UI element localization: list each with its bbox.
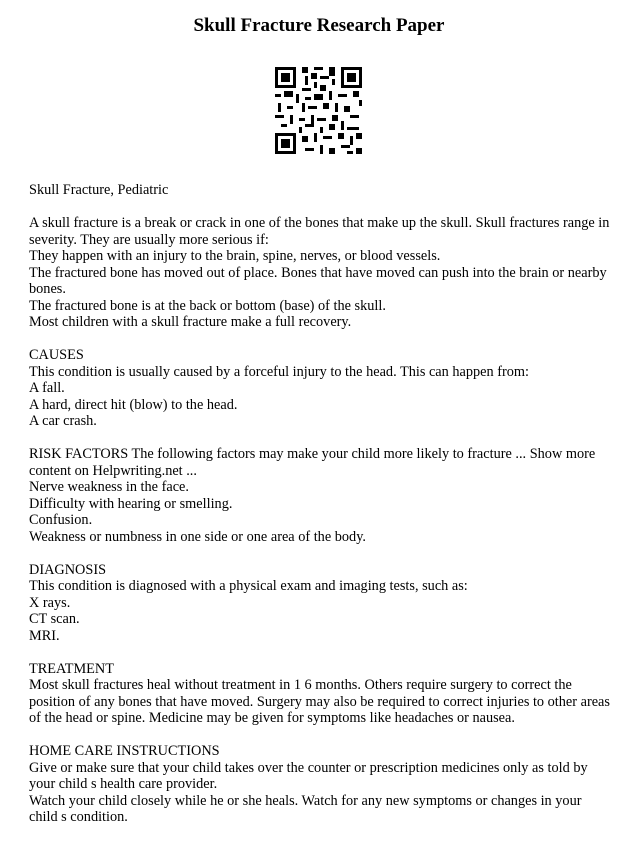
diagnosis-line: MRI.: [29, 627, 60, 644]
risk-factors-line: Difficulty with hearing or smelling.: [29, 495, 233, 512]
overview-line: They happen with an injury to the brain, spine, nerves, or blood vessels.: [29, 248, 441, 264]
overview-line: The fractured bone is at the back or bottom (base) of the skull.: [29, 297, 386, 314]
risk-factors-paragraph: RISK FACTORS The following factors may make your child more likely to fracture ... Show more content on Helpwriting.net ...: [29, 446, 596, 479]
home-care-block: [29, 743, 611, 826]
home-care-paragraph: Watch your child closely while he or she heals. Watch for any new symptoms or changes in your child s condition.: [29, 792, 582, 825]
diagnosis-line: X rays.: [29, 594, 71, 611]
diagnosis-paragraph: This condition is diagnosed with a physical exam and imaging tests, such as:: [29, 578, 468, 594]
subtitle: Skull Fracture, Pediatric: [29, 182, 169, 198]
overview-line: The fractured bone has moved out of place. Bones that have moved can push into the brain or nearby bones.: [29, 264, 607, 297]
risk-factors-line: Confusion.: [29, 512, 93, 528]
risk-factors-line: Nerve weakness in the face.: [29, 479, 189, 495]
treatment-paragraph: Most skull fractures heal without treatment in 1 6 months. Others require surgery to correct the position of any bones that have moved. Surgery may also be required to correct injuries to other areas of the head or spine. Medicine may be given for symptoms like headaches or nausea.: [29, 677, 610, 726]
causes-paragraph: This condition is usually caused by a forceful injury to the head. This can happen from:: [29, 363, 529, 380]
diagnosis-block: [29, 562, 611, 645]
page-title: Skull Fracture Research Paper: [193, 15, 445, 36]
overview-block: [29, 215, 611, 331]
home-care-paragraph: Give or make sure that your child takes over the counter or prescription medicines only as told by your child s health care provider.: [29, 759, 588, 792]
overview-paragraph: A skull fracture is a break or crack in one of the bones that make up the skull. Skull fractures range in severity. They are usually more serious if:: [29, 215, 610, 248]
treatment-block: [29, 661, 611, 727]
risk-factors-line: Weakness or numbness in one side or one area of the body.: [29, 528, 366, 545]
causes-line: A hard, direct hit (blow) to the head.: [29, 396, 238, 413]
diagnosis-line: CT scan.: [29, 611, 80, 627]
section-heading-treatment: TREATMENT: [29, 660, 114, 677]
section-heading-diagnosis: DIAGNOSIS: [29, 561, 107, 578]
qr-code: [272, 64, 365, 157]
section-heading-home-care: HOME CARE INSTRUCTIONS: [29, 743, 220, 759]
document-body: [29, 182, 611, 842]
causes-line: A fall.: [29, 380, 65, 396]
overview-line: Most children with a skull fracture make a full recovery.: [29, 314, 352, 330]
section-heading-causes: CAUSES: [29, 347, 84, 363]
causes-line: A car crash.: [29, 413, 97, 429]
risk-factors-block: [29, 446, 611, 545]
intro-heading-block: [29, 182, 611, 199]
causes-block: [29, 347, 611, 430]
